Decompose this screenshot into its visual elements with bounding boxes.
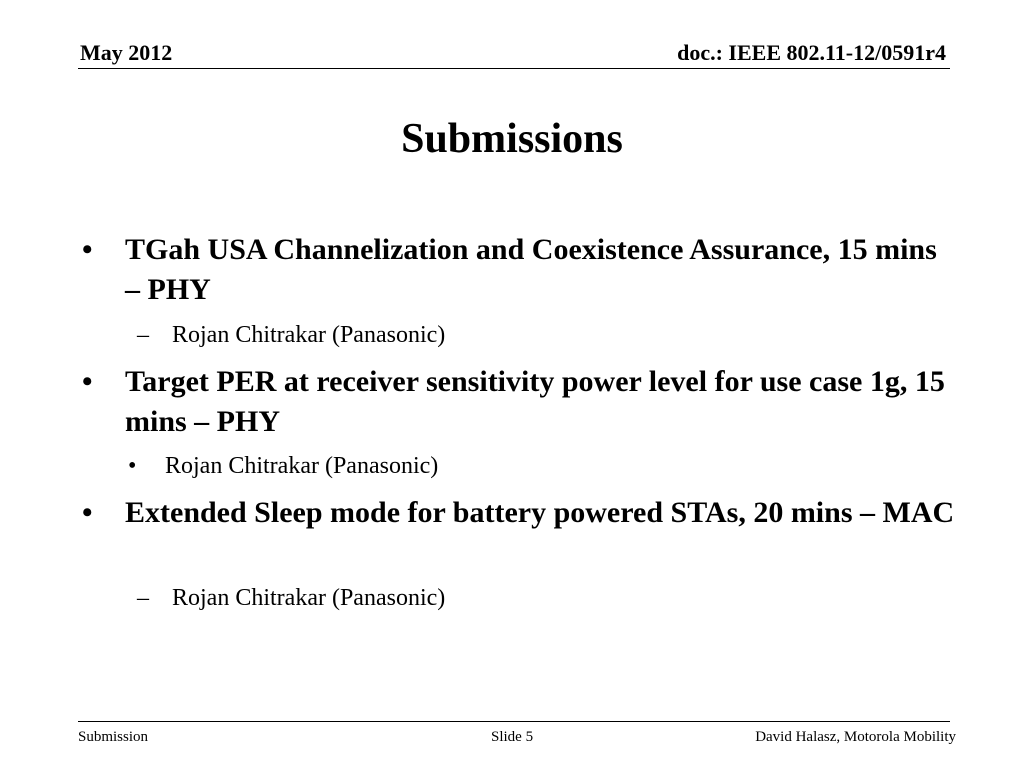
bullet-item-1: [82, 230, 955, 310]
footer-rule: [78, 721, 950, 722]
sub-text: Rojan Chitrakar (Panasonic): [172, 585, 446, 611]
sub-marker: –: [137, 585, 149, 611]
footer-slide-number: Slide 5: [491, 729, 534, 745]
bullet-text: TGah USA Channelization and Coexistence Assurance, 15 mins – PHY: [125, 233, 937, 306]
header-doc-id: doc.: IEEE 802.11-12/0591r4: [677, 40, 946, 65]
bullet-item-3: [82, 493, 955, 533]
bullet-item-2: [82, 362, 955, 442]
sub-item-2: [128, 452, 439, 480]
bullet-text: Extended Sleep mode for battery powered STAs, 20 mins – MAC: [125, 496, 955, 529]
slide-title: Submissions: [401, 116, 623, 162]
footer-author: David Halasz, Motorola Mobility: [755, 729, 956, 745]
sub-item-3: [137, 584, 446, 612]
sub-text: Rojan Chitrakar (Panasonic): [165, 453, 439, 479]
sub-marker: •: [128, 453, 137, 479]
bullet-marker: •: [82, 233, 93, 266]
bullet-text: Target PER at receiver sensitivity power level for use case 1g, 15 mins – PHY: [125, 365, 945, 438]
sub-text: Rojan Chitrakar (Panasonic): [172, 322, 446, 348]
sub-marker: –: [137, 322, 149, 348]
header-date: May 2012: [80, 40, 173, 65]
header-rule: [78, 68, 950, 69]
bullet-marker: •: [82, 365, 93, 398]
bullet-marker: •: [82, 496, 93, 529]
footer-label: Submission: [78, 729, 149, 745]
sub-item-1: [137, 321, 446, 349]
